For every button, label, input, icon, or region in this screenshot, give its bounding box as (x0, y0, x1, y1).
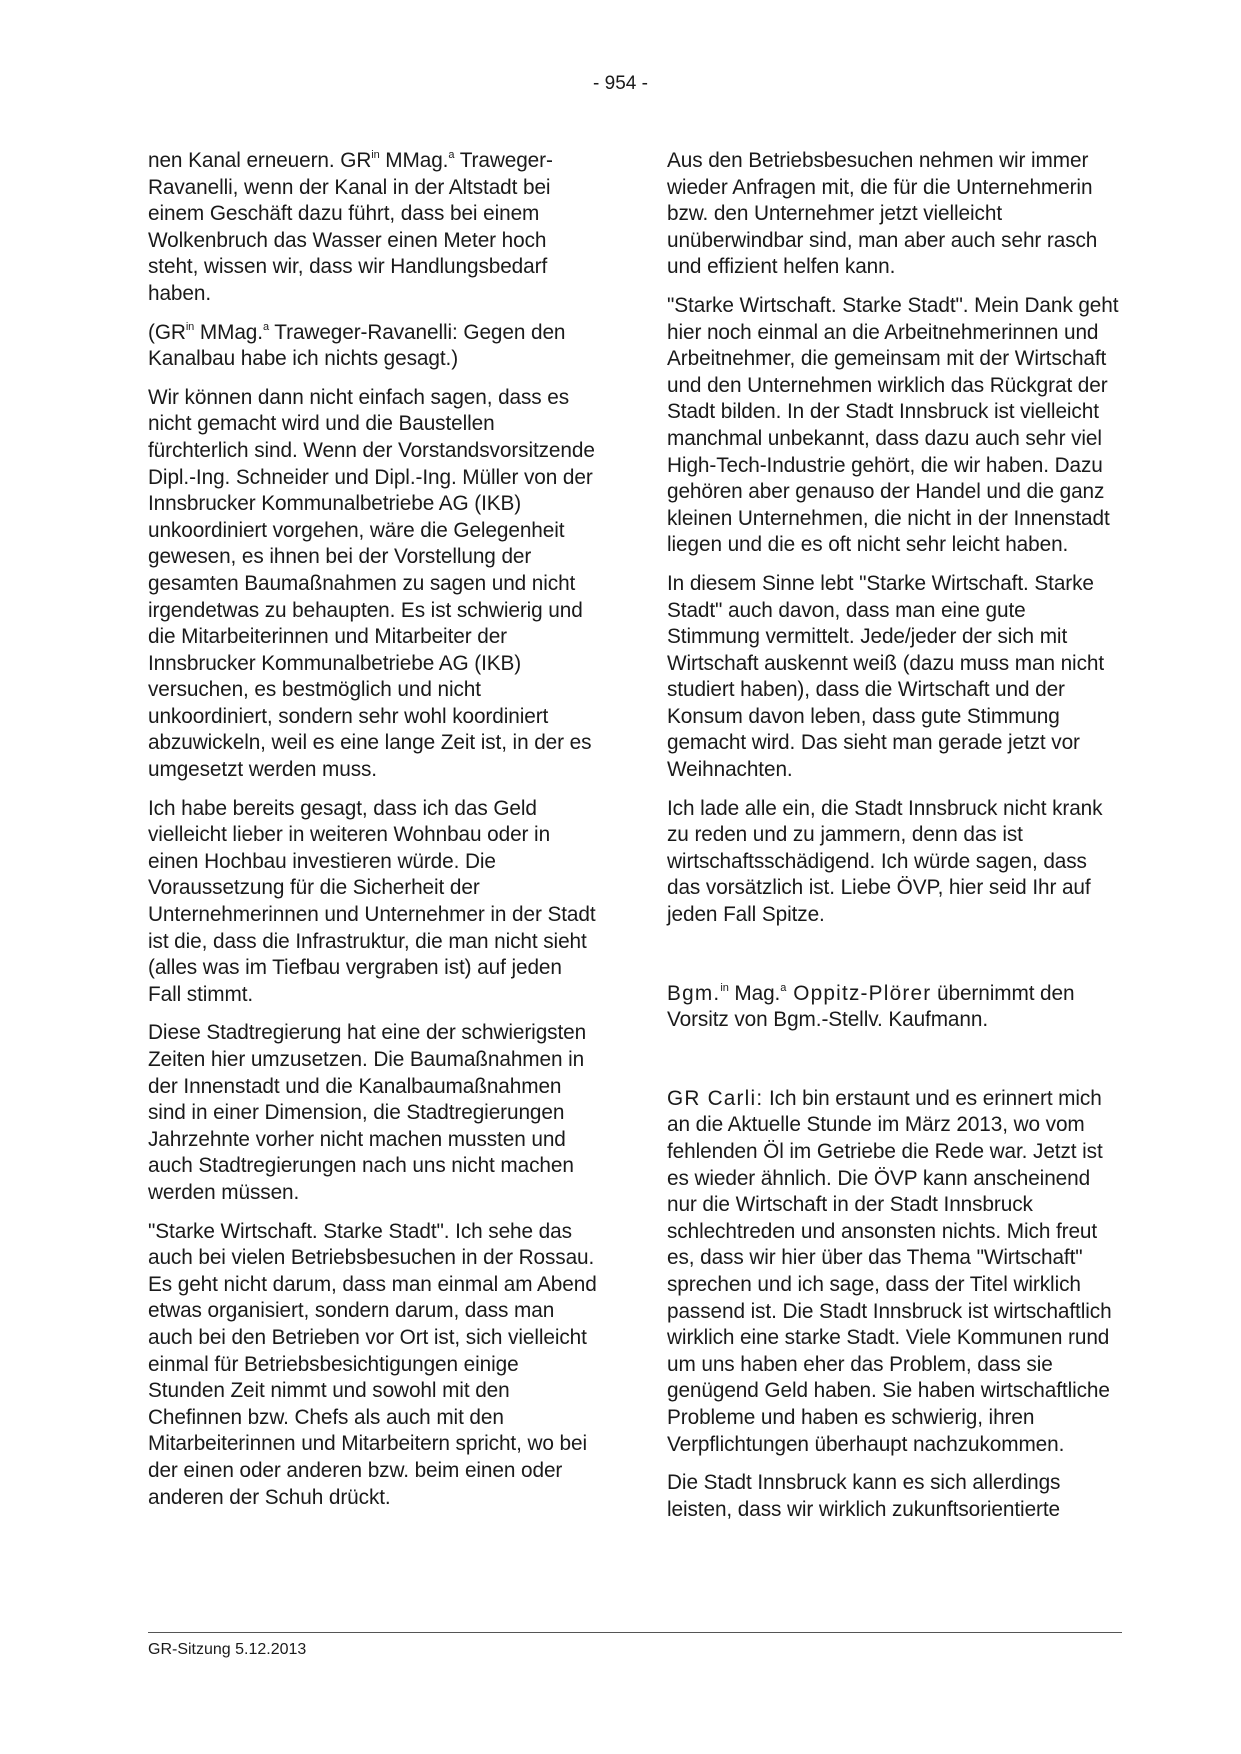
speaker-name: GR Carli: (667, 1086, 764, 1110)
paragraph: nen Kanal erneuern. $GR^{in}$ MMag.$^a$ Traweger-Ravanelli, wenn der Kanal in der Altstadt bei einem Geschäft dazu führt, dass bei einem Wolkenbruch das Wasser einen Meter hoch steht, wissen wir, dass wir Handlungsbedarf haben. (148, 149, 553, 305)
paragraph: Ich habe bereits gesagt, dass ich das Geld vielleicht lieber in weiteren Wohnbau oder in einen Hochbau investieren würde. Die Voraussetzung für die Sicherheit der Unternehmerinnen und Unternehmer in der Stadt ist die, dass die Infrastruktur, die man nicht sieht (alles was im Tiefbau vergraben ist) auf jeden Fall stimmt. (148, 796, 596, 1006)
left-column (148, 148, 600, 1523)
paragraph: Wir können dann nicht einfach sagen, dass es nicht gemacht wird und die Baustellen fürchterlich sind. Wenn der Vorstandsvorsitzende Dipl.-Ing. Schneider und Dipl.-Ing. Müller von der Innsbrucker Kommunalbetriebe AG (IKB) unkoordiniert vorgehen, wäre die Gelegenheit gewesen, es ihnen bei der Vorstellung der gesamten Baumaßnahmen zu sagen und nicht irgendetwas zu behaupten. Es ist schwierig und die Mitarbeiterinnen und Mitarbeiter der Innsbrucker Kommunalbetriebe AG (IKB) versuchen, es bestmöglich und nicht unkoordiniert, sondern sehr wohl koordiniert abzuwickeln, weil es eine lange Zeit ist, in der es umgesetzt werden muss. (148, 385, 595, 782)
paragraph: Die Stadt Innsbruck kann es sich allerdings leisten, dass wir wirklich zukunftsorientierte (667, 1471, 1061, 1521)
footer-divider (148, 1632, 1122, 1633)
speaker-paragraph: GR Carli: Ich bin erstaunt und es erinnert mich an die Aktuelle Stunde im März 2013, wo vom fehlenden Öl im Getriebe die Rede war. Jetzt ist es wieder ähnlich. Die ÖVP kann anscheinend nur die Wirtschaft in der Stadt Innsbruck schlechtreden und ansonsten nichts. Mich freut es, dass wir hier über das Thema "Wirtschaft" sprechen und ich sage, dass der Titel wirklich passend ist. Die Stadt Innsbruck ist wirtschaftlich wirklich eine starke Stadt. Viele Kommunen rund um uns haben eher das Problem, dass sie genügend Geld haben. Sie haben wirtschaftliche Probleme und haben es schwierig, ihren Verpflichtungen überhaupt nachzukommen. (667, 1086, 1112, 1456)
interjection: ($GR^{in}$ MMag.$^a$ Traweger-Ravanelli: Gegen den Kanalbau habe ich nichts gesagt.) (148, 320, 566, 371)
paragraph: "Starke Wirtschaft. Starke Stadt". Mein Dank geht hier noch einmal an die Arbeitnehmerinnen und Arbeitnehmer, die gemeinsam mit der Wirtschaft und den Unternehmen wirklich das Rückgrat der Stadt bilden. In der Stadt Innsbruck ist vielleicht manchmal unbekannt, dass dazu auch sehr viel High-Tech-Industrie gehört, die wir haben. Dazu gehören aber genauso der Handel und die ganz kleinen Unternehmen, die nicht in der Innenstadt liegen und die es oft nicht sehr leicht haben. (667, 293, 1119, 557)
paragraph: Ich lade alle ein, die Stadt Innsbruck nicht krank zu reden und zu jammern, denn das ist wirtschaftsschädigend. Ich würde sagen, dass das vorsätzlich ist. Liebe ÖVP, hier seid Ihr auf jeden Fall Spitze. (667, 796, 1103, 927)
page-number: - 954 - (593, 73, 648, 94)
paragraph: Aus den Betriebsbesuchen nehmen wir immer wieder Anfragen mit, die für die Unternehmerin bzw. den Unternehmer jetzt vielleicht unüberwindbar sind, man aber auch sehr rasch und effizient helfen kann. (667, 149, 1098, 279)
paragraph: "Starke Wirtschaft. Starke Stadt". Ich sehe das auch bei vielen Betriebsbesuchen in der Rossau. Es geht nicht darum, dass man einmal am Abend etwas organisiert, sondern darum, dass man auch bei den Betrieben vor Ort ist, sich vielleicht einmal für Betriebsbesichtigungen einige Stunden Zeit nimmt und sowohl mit den Chefinnen bzw. Chefs als auch mit den Mitarbeiterinnen und Mitarbeitern spricht, wo bei der einen oder anderen bzw. beim einen oder anderen der Schuh drückt. (148, 1219, 597, 1509)
paragraph: Diese Stadtregierung hat eine der schwierigsten Zeiten hier umzusetzen. Die Baumaßnahmen in der Innenstadt und die Kanalbaumaßnahmen sind in einer Dimension, die Stadtregierungen Jahrzehnte vorher nicht machen mussten und auch Stadtregierungen nach uns nicht machen werden müssen. (148, 1021, 587, 1204)
right-column (667, 148, 1122, 1535)
chair-change-note: Bgm.$^{in}$ Mag.$^a$ Oppitz-Plörer übernimmt den Vorsitz von Bgm.-Stellv. Kaufmann. (667, 981, 1075, 1032)
paragraph: In diesem Sinne lebt "Starke Wirtschaft. Starke Stadt" auch davon, dass man eine gute Stimmung vermittelt. Jede/jeder der sich mit Wirtschaft auskennt weiß (dazu muss man nicht studiert haben), dass die Wirtschaft und der Konsum davon leben, dass gute Stimmung gemacht wird. Das sieht man gerade jetzt vor Weihnachten. (667, 571, 1105, 782)
footer-session-date: GR-Sitzung 5.12.2013 (148, 1641, 307, 1658)
